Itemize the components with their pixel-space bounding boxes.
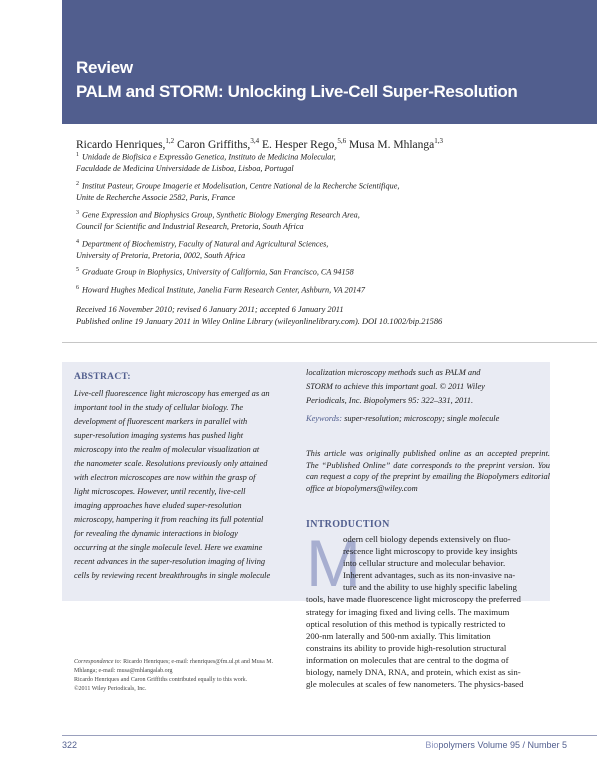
affiliation-line: Gene Expression and Biophysics Group, Synthetic Biology Emerging Research Area, bbox=[82, 210, 360, 220]
body-line: odern cell biology depends extensively on fluo- bbox=[343, 534, 511, 544]
affiliation bbox=[76, 237, 328, 262]
author-affiliation-ref: 5,6 bbox=[337, 137, 347, 145]
affiliation-line: Institut Pasteur, Groupe Imagerie et Modelisation, Centre National de la Recherche Scientifique, bbox=[82, 181, 400, 191]
body-line: information on molecules that are central to the dogma of bbox=[306, 654, 509, 665]
article-type: Review bbox=[76, 58, 133, 77]
affiliation-line: Council for Scientific and Industrial Research, Pretoria, South Africa bbox=[76, 222, 304, 232]
abstract-heading: ABSTRACT: bbox=[74, 372, 131, 382]
preprint-note: This article was originally published online as an accepted preprint. The “Published Online” date corresponds to the preprint version. You can request a copy of the preprint by emailing the Biopolymers editorial office at biopolymers@wiley.com bbox=[306, 449, 550, 493]
affiliation-number: 1 bbox=[76, 152, 79, 158]
affiliation-line: Unidade de Biofisica e Expressão Genetica, Instituto de Medicina Molecular, bbox=[82, 152, 336, 162]
body-line: 200-nm laterally and 500-nm axially. This limitation bbox=[306, 630, 491, 641]
abstract-line: development of fluorescent markers in parallel with bbox=[74, 417, 248, 426]
body-line: strategy for imaging fixed and living cells. The maximum bbox=[306, 606, 510, 617]
journal-info bbox=[425, 740, 567, 750]
keywords-label: Keywords: bbox=[306, 414, 342, 423]
abstract-line: for revealing the dynamic interactions in biology bbox=[74, 529, 238, 538]
footer-rule bbox=[62, 735, 597, 736]
abstract-text-continued bbox=[306, 366, 542, 408]
equal-contribution: Ricardo Henriques and Caron Griffiths contributed equally to this work. bbox=[74, 677, 248, 683]
section-divider bbox=[62, 342, 597, 343]
correspondence-label: Correspondence to: bbox=[74, 659, 122, 665]
author-name: E. Hesper Rego, bbox=[259, 138, 338, 151]
abstract-line: localization microscopy methods such as PALM and bbox=[306, 368, 481, 377]
author-name: Musa M. Mhlanga bbox=[346, 138, 435, 151]
affiliation-line: Graduate Group in Biophysics, University of California, San Francisco, CA 94158 bbox=[82, 267, 354, 277]
journal-name-prefix: Bio bbox=[425, 740, 439, 750]
abstract-line: imaging approaches have eluded super-resolution bbox=[74, 501, 242, 510]
affiliation-line: University of Pretoria, Pretoria, 0002, South Africa bbox=[76, 251, 246, 261]
abstract-left-column bbox=[74, 370, 288, 583]
affiliation-number: 4 bbox=[76, 239, 79, 245]
body-line: Inherent advantages, such as its non-invasive na- bbox=[343, 570, 516, 581]
abstract-text bbox=[74, 387, 288, 583]
article-title: PALM and STORM: Unlocking Live-Cell Super-Resolution bbox=[76, 82, 518, 101]
body-line: tools, have made fluorescence light microscopy the preferred bbox=[306, 594, 521, 605]
affiliation-number: 6 bbox=[76, 285, 79, 291]
affiliation-line: Unite de Recherche Associe 2582, Paris, France bbox=[76, 193, 236, 203]
journal-name-suffix: polymers bbox=[438, 740, 475, 750]
abstract-line: microscopy, hampering it from reaching its full potential bbox=[74, 515, 264, 524]
publication-dates bbox=[76, 304, 442, 328]
volume-number: Volume 95 / Number 5 bbox=[474, 740, 567, 750]
keywords bbox=[306, 412, 542, 426]
body-line: biology, namely DNA, RNA, and protein, which exist as sin- bbox=[306, 667, 521, 678]
affiliation bbox=[76, 150, 336, 175]
affiliation-line: Department of Biochemistry, Faculty of Natural and Agricultural Sciences, bbox=[82, 239, 329, 249]
abstract-line: STORM to achieve this important goal. © 2011 Wiley bbox=[306, 382, 485, 391]
page-number: 322 bbox=[62, 740, 78, 750]
introduction-heading: INTRODUCTION bbox=[306, 519, 390, 530]
body-line: optical resolution of this method is typically restricted to bbox=[306, 618, 506, 629]
correspondence: Ricardo Henriques; e-mail: rhenriques@fm.ul.pt and Musa M. Mhlanga; e-mail: musa@mhlangalab.org bbox=[74, 659, 274, 674]
body-line: rescence light microscopy to provide key insights bbox=[343, 546, 518, 557]
affiliation-number: 5 bbox=[76, 267, 79, 273]
affiliation-number: 2 bbox=[76, 181, 79, 187]
abstract-line: with electron microscopes are now within the grasp of bbox=[74, 473, 256, 482]
keywords-list: super-resolution; microscopy; single molecule bbox=[341, 414, 500, 423]
abstract-line: Periodicals, Inc. Biopolymers 95: 322–331, 2011. bbox=[306, 396, 474, 405]
affiliation-line: Faculdade de Medicina Universidade de Lisboa, Lisboa, Portugal bbox=[76, 164, 294, 174]
affiliation bbox=[76, 179, 399, 204]
abstract-line: cells by reviewing recent breakthroughs in single molecule bbox=[74, 571, 271, 580]
introduction-text bbox=[306, 533, 550, 690]
body-line: ture and the ability to use highly specific labeling bbox=[343, 582, 517, 593]
author-affiliation-ref: 1,3 bbox=[434, 137, 443, 145]
copyright: ©2011 Wiley Periodicals, Inc. bbox=[74, 686, 147, 692]
abstract-line: super-resolution imaging systems has pushed light bbox=[74, 431, 244, 440]
affiliation bbox=[76, 283, 365, 296]
title-banner bbox=[62, 0, 597, 124]
published-online: Published online 19 January 2011 in Wiley Online Library (wileyonlinelibrary.com). DOI 10.1002/bip.21586 bbox=[76, 317, 443, 326]
footnotes bbox=[74, 658, 296, 694]
abstract-right-column bbox=[306, 366, 542, 426]
abstract-line: Live-cell fluorescence light microscopy has emerged as an bbox=[74, 389, 270, 398]
author-list bbox=[76, 137, 443, 151]
author-name: Caron Griffiths, bbox=[174, 138, 251, 151]
affiliation bbox=[76, 265, 354, 278]
affiliation bbox=[76, 208, 360, 233]
author-name: Ricardo Henriques, bbox=[76, 138, 166, 151]
received-dates: Received 16 November 2010; revised 6 January 2011; accepted 6 January 2011 bbox=[76, 305, 344, 314]
body-line: constrains its ability to provide high-resolution structural bbox=[306, 642, 507, 653]
abstract-line: occurring at the single molecule level. Here we examine bbox=[74, 543, 263, 552]
abstract-line: the nanometer scale. Resolutions previously only attained bbox=[74, 459, 268, 468]
abstract-line: light microscopes. However, until recently, live-cell bbox=[74, 487, 246, 496]
affiliation-number: 3 bbox=[76, 210, 79, 216]
abstract-line: recent advances in the super-resolution imaging of living bbox=[74, 557, 266, 566]
body-line: into cellular structure and molecular behavior. bbox=[343, 558, 506, 569]
author-affiliation-ref: 3,4 bbox=[250, 137, 260, 145]
affiliation-line: Howard Hughes Medical Institute, Janelia Farm Research Center, Ashburn, VA 20147 bbox=[82, 285, 365, 295]
body-line: gle molecules at scales of few nanometers. The physics-based bbox=[306, 679, 524, 690]
drop-cap: M bbox=[306, 526, 361, 600]
abstract-line: microscopy into the realm of molecular visualization at bbox=[74, 445, 260, 454]
abstract-line: important tool in the study of cellular biology. The bbox=[74, 403, 244, 412]
author-affiliation-ref: 1,2 bbox=[165, 137, 175, 145]
